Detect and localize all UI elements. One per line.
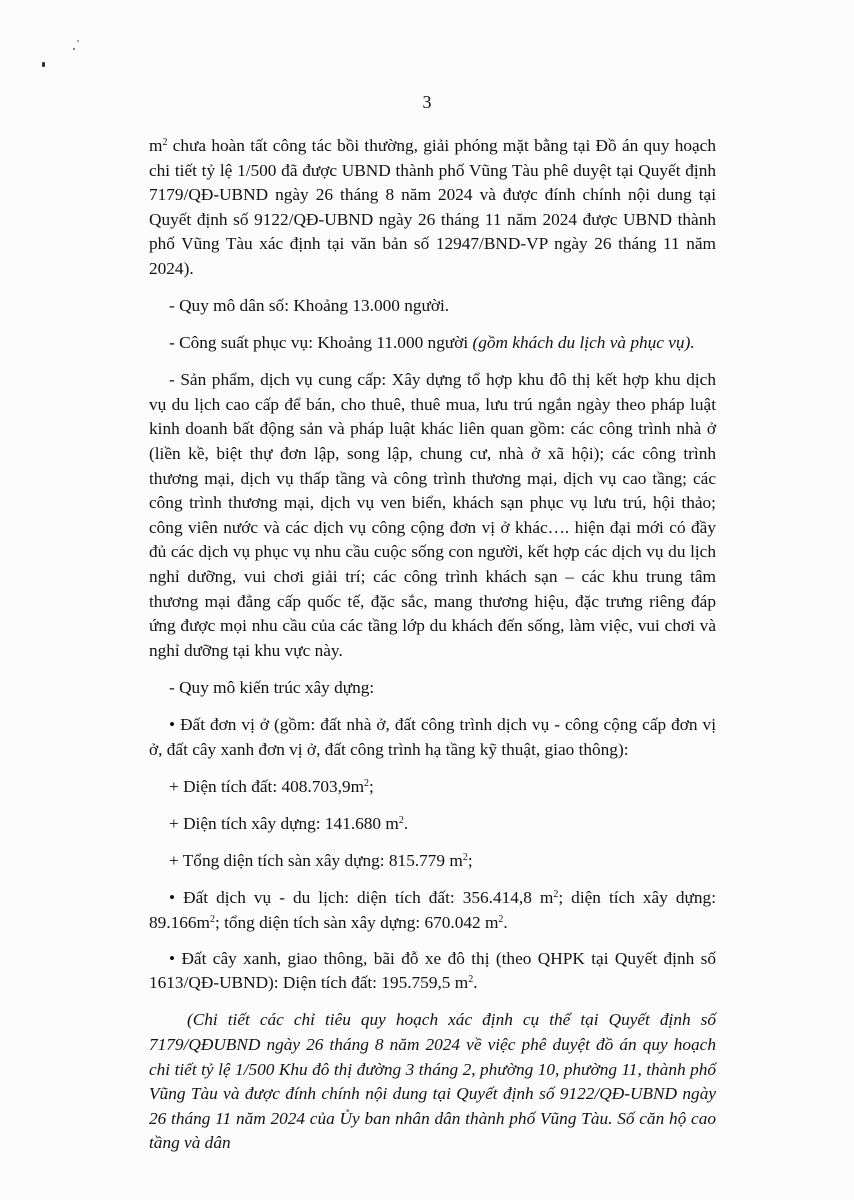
- bullet-icon: •: [169, 948, 176, 968]
- unit-text: m: [149, 136, 163, 155]
- scan-speck: [42, 62, 45, 67]
- scan-speck: [73, 48, 75, 50]
- paragraph-residential-land: [149, 713, 716, 762]
- bullet-icon: •: [169, 887, 176, 907]
- paragraph-details-note: (Chi tiết các chỉ tiêu quy hoạch xác định cụ thể tại Quyết định số 7179/QĐUBND ngày 26 tháng 8 năm 2024 về việc phê duyệt đồ án quy hoạch chi tiết tỷ lệ 1/500 Khu đô thị đường 3 tháng 2, phường 10, phường 11, thành phố Vũng Tàu và được đính chính nội dung tại Quyết định số 9122/QĐ-UBND ngày 26 tháng 11 năm 2024 của Ủy ban nhân dân thành phố Vũng Tàu. Số căn hộ cao tầng và dân: [149, 1010, 716, 1153]
- paragraph-products-services: - Sản phẩm, dịch vụ cung cấp: Xây dựng tổ hợp khu đô thị kết hợp khu dịch vụ du lịch cao cấp để bán, cho thuê, thuê mua, lưu trú ngắn ngày theo pháp luật kinh doanh bất động sản và pháp luật khác liên quan gồm: các công trình nhà ở (liền kề, biệt thự đơn lập, song lập, chung cư, nhà ở xã hội); các công trình thương mại, dịch vụ thấp tầng và công trình thương mại, dịch vụ cao tầng; các công trình thương mại, dịch vụ ven biển, khách sạn phục vụ lưu trú, hội thảo; công viên nước và các dịch vụ công cộng đơn vị ở khác…. hiện đại mới có đầy đủ các dịch vụ phục vụ nhu cầu cuộc sống con người, kết hợp các dịch vụ du lịch nghỉ dưỡng, vui chơi giải trí; các công trình khách sạn – các khu trung tâm thương mại đẳng cấp quốc tế, đặc sắc, mang thương hiệu, đặc trưng riêng đáp ứng được mọi nhu cầu của các tầng lớp du khách đến sống, làm việc, vui chơi và nghỉ dưỡng tại khu vực này.: [149, 370, 716, 660]
- paragraph-project-area: [149, 134, 716, 282]
- paragraph-service-tourism-land: [149, 886, 716, 935]
- green-text: Đất cây xanh, giao thông, bãi đỗ xe đô thị (theo QHPK tại Quyết định số 1613/QĐ-UBND): Diện tích đất: 195.759,5 m: [149, 948, 716, 993]
- service-text: ; diện tích xây dựng: 89.166m: [149, 887, 716, 932]
- residential-item-construction-area: [149, 812, 716, 837]
- capacity-text: - Công suất phục vụ: Khoảng 11.000 người: [169, 333, 473, 353]
- paragraph-architecture-heading: - Quy mô kiến trúc xây dựng:: [169, 677, 375, 697]
- superscript: 2: [462, 851, 468, 863]
- superscript: 2: [553, 888, 559, 900]
- item-label: + Tổng diện tích sàn xây dựng:: [169, 850, 389, 870]
- superscript: 2: [162, 137, 168, 148]
- item-label: + Diện tích đất:: [169, 776, 282, 796]
- paragraph-green-traffic-land: [149, 947, 716, 996]
- residential-text: Đất đơn vị ở (gồm: đất nhà ở, đất công trình dịch vụ - công cộng cấp đơn vị ở, đất cây xanh đơn vị ở, đất công trình hạ tầng kỹ thuật, giao thông):: [149, 714, 716, 759]
- superscript: 2: [468, 974, 474, 986]
- superscript: 2: [364, 777, 370, 789]
- service-text: .: [503, 912, 508, 932]
- superscript: 2: [398, 814, 404, 826]
- item-value: 815.779 m: [388, 850, 463, 870]
- service-text: ; tổng diện tích sàn xây dựng: 670.042 m: [214, 912, 499, 932]
- residential-item-land-area: [149, 775, 716, 800]
- bullet-icon: •: [169, 714, 176, 734]
- superscript: 2: [498, 913, 504, 925]
- superscript: 2: [209, 913, 215, 925]
- item-label: + Diện tích xây dựng:: [169, 813, 325, 833]
- item-punctuation: ;: [467, 850, 473, 870]
- page-number: 3: [422, 92, 432, 112]
- item-value: 408.703,9m: [281, 776, 365, 796]
- residential-item-floor-area: [149, 849, 716, 874]
- green-text: .: [473, 973, 478, 993]
- paragraph-population: - Quy mô dân số: Khoảng 13.000 người.: [169, 296, 450, 316]
- item-value: 141.680 m: [324, 813, 399, 833]
- service-text: Đất dịch vụ - du lịch: diện tích đất: 356.414,8 m: [175, 887, 554, 907]
- capacity-note: (gồm khách du lịch và phục vụ).: [472, 333, 695, 353]
- paragraph-capacity: [149, 331, 716, 356]
- item-punctuation: ;: [369, 776, 374, 796]
- document-body: [149, 134, 716, 1156]
- scan-speck: [77, 40, 79, 42]
- item-punctuation: .: [403, 813, 409, 833]
- paragraph-text: chưa hoàn tất công tác bồi thường, giải phóng mặt bằng tại Đồ án quy hoạch chi tiết tỷ lệ 1/500 đã được UBND thành phố Vũng Tàu phê duyệt tại Quyết định 7179/QĐ-UBND ngày 26 tháng 8 năm 2024 và được đính chính nội dung tại Quyết định số 9122/QĐ-UBND ngày 26 tháng 11 năm 2024 được UBND thành phố Vũng Tàu xác định tại văn bản số 12947/BND-VP ngày 26 tháng 11 năm 2024).: [149, 136, 716, 278]
